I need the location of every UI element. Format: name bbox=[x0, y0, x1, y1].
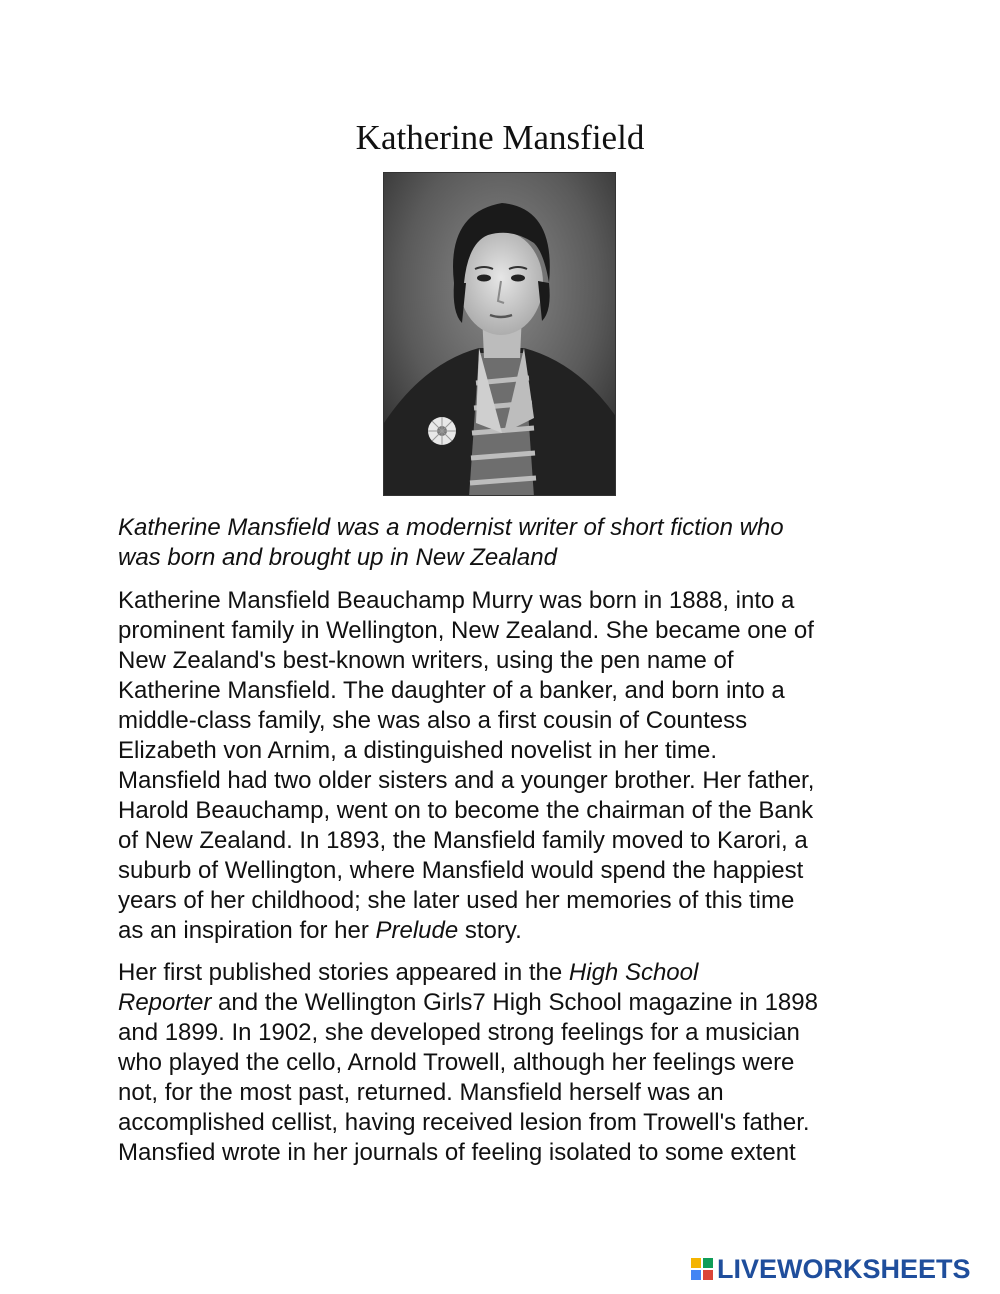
text-segment: Her first published stories appeared in the bbox=[118, 959, 569, 986]
text-line: Katherine Mansfield Beauchamp Murry was born in 1888, into a bbox=[118, 587, 795, 614]
portrait-photo bbox=[383, 172, 616, 496]
photo-caption bbox=[118, 513, 888, 573]
text-line: not, for the most past, returned. Mansfield herself was an bbox=[118, 1079, 724, 1106]
page-title: Katherine Mansfield bbox=[355, 118, 645, 157]
text-line: prominent family in Wellington, New Zealand. She became one of bbox=[118, 617, 814, 644]
text-line: Harold Beauchamp, went on to become the chairman of the Bank bbox=[118, 797, 814, 824]
text-line: suburb of Wellington, where Mansfield would spend the happiest bbox=[118, 857, 804, 884]
italic-title: High School bbox=[568, 959, 699, 986]
text-line: middle-class family, she was also a first cousin of Countess bbox=[118, 707, 748, 734]
caption-line: was born and brought up in New Zealand bbox=[118, 544, 557, 571]
liveworksheets-icon bbox=[690, 1257, 714, 1281]
text-line: of New Zealand. In 1893, the Mansfield family moved to Karori, a bbox=[118, 827, 808, 854]
text-line: Mansfield had two older sisters and a younger brother. Her father, bbox=[118, 767, 815, 794]
text-segment: as an inspiration for her bbox=[118, 917, 376, 944]
text-line: and 1899. In 1902, she developed strong feelings for a musician bbox=[118, 1019, 800, 1046]
text-line: Katherine Mansfield. The daughter of a banker, and born into a bbox=[118, 677, 785, 704]
italic-title: Reporter bbox=[118, 989, 212, 1016]
text-line: years of her childhood; she later used her memories of this time bbox=[118, 887, 795, 914]
text-segment: story. bbox=[458, 917, 522, 944]
text-segment: and the Wellington Girls7 High School magazine in 1898 bbox=[211, 989, 818, 1016]
paragraph-early-career bbox=[118, 958, 893, 1168]
text-line: accomplished cellist, having received lesion from Trowell's father. bbox=[118, 1109, 810, 1136]
paragraph-biography bbox=[118, 586, 893, 946]
brand-text: LIVEWORKSHEETS bbox=[717, 1253, 971, 1284]
text-line bbox=[118, 958, 893, 988]
italic-title: Prelude bbox=[375, 917, 459, 944]
text-line bbox=[118, 988, 893, 1018]
text-line: Elizabeth von Arnim, a distinguished novelist in her time. bbox=[118, 737, 717, 764]
caption-line: Katherine Mansfield was a modernist writer of short fiction who bbox=[118, 514, 784, 541]
text-line bbox=[118, 916, 893, 946]
liveworksheets-logo bbox=[690, 1254, 971, 1284]
text-line: who played the cello, Arnold Trowell, although her feelings were bbox=[118, 1049, 795, 1076]
text-line: New Zealand's best-known writers, using the pen name of bbox=[118, 647, 734, 674]
text-line: Mansfied wrote in her journals of feeling isolated to some extent bbox=[118, 1139, 796, 1166]
